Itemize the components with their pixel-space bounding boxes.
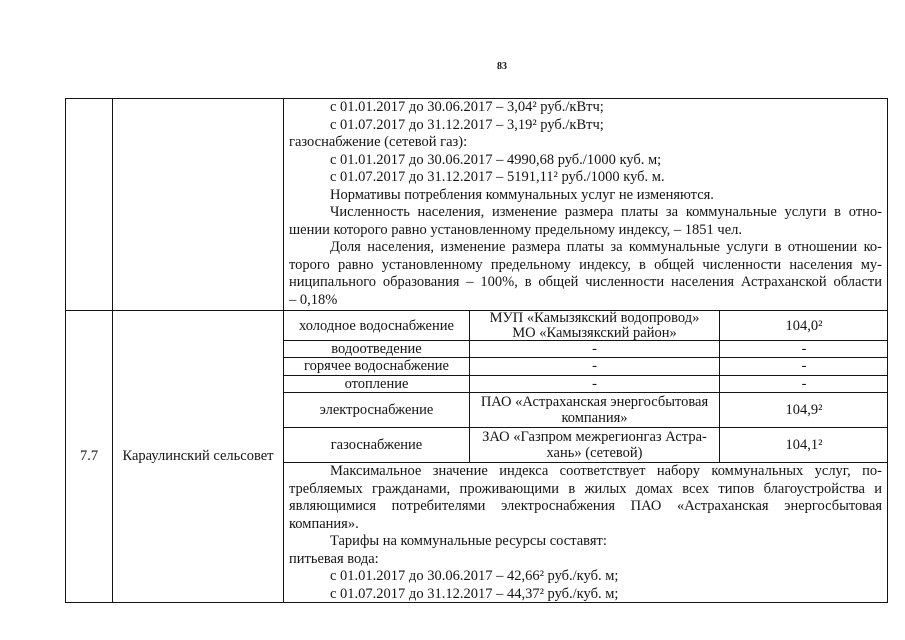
text-line: питьевая вода: [289,550,379,567]
service-provider [470,393,720,427]
text-line: Численность населения, изменение размера платы за коммунальные услуги в отно- [330,204,882,220]
provider-line: МО «Камызякский район» [512,325,677,341]
provider-line: ЗАО «Газпром межрегионгаз Астра- [482,428,707,445]
provider-line: компания» [561,410,628,426]
text-line: торого равно установленному предельному индексу, в общей численности населения му- [289,256,882,273]
service-row [284,341,888,358]
provider-line: МУП «Камызякский водопровод» [489,310,700,326]
service-index: 104,0² [785,317,823,334]
service-index: - [801,358,807,374]
text-line: требляемых гражданами, проживающими в жилых домах всех типов благоустройства и [289,480,882,497]
service-name: горячее водоснабжение [284,358,470,375]
settlement-name: Караулинский сельсовет [122,448,274,464]
service-row [284,311,888,341]
service-provider [470,358,720,375]
text-line: Тарифы на коммунальные ресурсы составят: [330,533,607,549]
text-line: шении которого равно установленному предельному индексу, – 1851 чел. [289,221,743,238]
service-provider [470,428,720,462]
previous-row-text [284,99,888,309]
service-row [284,393,888,428]
text-line: Максимальное значение индекса соответствует набору коммунальных услуг, по- [330,463,882,479]
service-index: 104,9² [785,401,823,418]
text-line: с 01.07.2017 до 31.12.2017 – 44,37² руб./куб. м; [330,585,619,602]
text-line: с 01.01.2017 до 30.06.2017 – 3,04² руб./кВтч; [330,99,604,115]
provider-line: ПАО «Астраханская энергосбытовая [480,393,709,410]
service-index: - [801,340,807,357]
provider-line: - [592,358,597,374]
service-name: водоотведение [284,341,470,357]
text-line: с 01.01.2017 до 30.06.2017 – 4990,68 руб./1000 куб. м; [330,151,662,168]
service-row [284,376,888,393]
row-number: 7.7 [79,448,99,464]
service-index: 104,1² [785,436,823,453]
provider-line: хань» (сетевой) [546,445,643,461]
service-name: газоснабжение [284,428,470,462]
service-name: отопление [284,376,470,392]
provider-line: - [592,375,597,392]
provider-line: - [592,340,597,357]
service-name: электроснабжение [284,393,470,427]
page-number: 83 [497,61,507,72]
text-line: с 01.07.2017 до 31.12.2017 – 5191,11² руб./1000 куб. м. [330,169,665,185]
text-line: с 01.07.2017 до 31.12.2017 – 3,19² руб./кВтч; [330,116,604,133]
text-line: – 0,18% [289,291,338,308]
text-line: Нормативы потребления коммунальных услуг не изменяются. [330,186,714,203]
text-line: являющимися потребителями электроснабжения ПАО «Астраханская энергосбытовая [289,498,882,514]
text-line: ниципального образования – 100%, в общей численности населения Астраханской области [289,274,882,290]
service-index: - [801,375,807,392]
service-row [284,428,888,463]
service-provider [470,341,720,357]
text-line: газоснабжение (сетевой газ): [289,134,468,150]
row-text [284,463,888,603]
service-name: холодное водоснабжение [284,311,470,341]
service-row [284,358,888,376]
text-line: Доля населения, изменение размера платы за коммунальные услуги в отношении ко- [330,239,882,255]
service-provider [470,311,720,341]
text-line: с 01.01.2017 до 30.06.2017 – 42,66² руб./куб. м; [330,568,619,584]
text-line: компания». [289,515,359,532]
service-provider [470,376,720,392]
